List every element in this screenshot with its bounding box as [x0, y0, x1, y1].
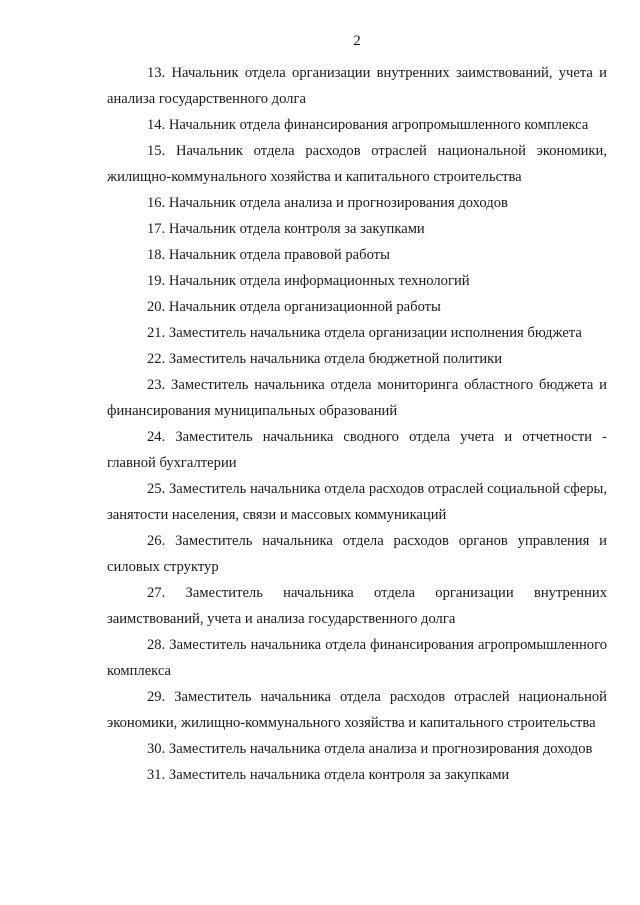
list-item: 22. Заместитель начальника отдела бюджетной политики	[147, 351, 503, 367]
list-item: 15. Начальник отдела расходов отраслей национальной экономики, жилищно-коммунального хозяйства и капитального строительства	[107, 143, 607, 185]
list-item: 18. Начальник отдела правовой работы	[147, 247, 390, 263]
page-number: 2	[353, 33, 361, 49]
list-item: 31. Заместитель начальника отдела контроля за закупками	[147, 767, 510, 783]
list-item: 27. Заместитель начальника отдела организации внутренних заимствований, учета и анализа государственного долга	[107, 585, 607, 627]
list-item: 14. Начальник отдела финансирования агропромышленного комплекса	[147, 117, 589, 133]
list-item: 24. Заместитель начальника сводного отдела учета и отчетности - главной бухгалтерии	[107, 429, 607, 471]
list-item: 19. Начальник отдела информационных технологий	[147, 273, 470, 289]
position-list	[107, 60, 607, 788]
list-item: 16. Начальник отдела анализа и прогнозирования доходов	[147, 195, 508, 211]
list-item: 17. Начальник отдела контроля за закупками	[147, 221, 425, 237]
list-item: 25. Заместитель начальника отдела расходов отраслей социальной сферы, занятости населения, связи и массовых коммуникаций	[107, 481, 607, 523]
list-item: 23. Заместитель начальника отдела мониторинга областного бюджета и финансирования муниципальных образований	[107, 377, 607, 419]
list-item: 29. Заместитель начальника отдела расходов отраслей национальной экономики, жилищно-коммунального хозяйства и капитального строительства	[107, 689, 607, 731]
list-item: 26. Заместитель начальника отдела расходов органов управления и силовых структур	[107, 533, 607, 575]
list-item: 21. Заместитель начальника отдела организации исполнения бюджета	[147, 325, 582, 341]
list-item: 13. Начальник отдела организации внутренних заимствований, учета и анализа государственного долга	[107, 65, 607, 107]
list-item: 30. Заместитель начальника отдела анализа и прогнозирования доходов	[147, 741, 593, 757]
list-item: 28. Заместитель начальника отдела финансирования агропромышленного комплекса	[107, 637, 607, 679]
list-item: 20. Начальник отдела организационной работы	[147, 299, 441, 315]
